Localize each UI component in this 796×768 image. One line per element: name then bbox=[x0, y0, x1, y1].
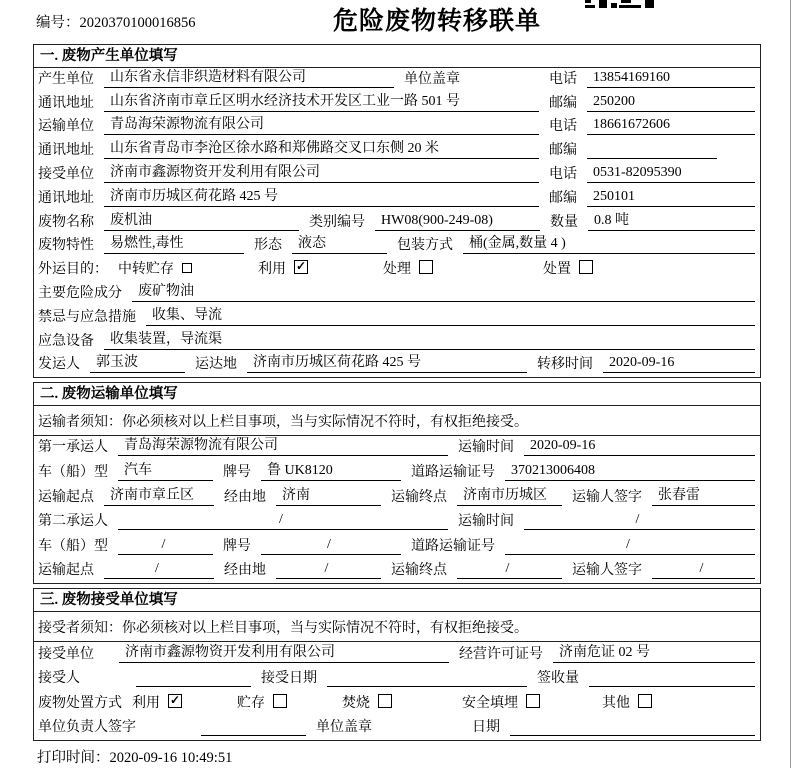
receiver-postcode: 250101 bbox=[587, 189, 755, 207]
field-label: 运达地 bbox=[195, 357, 237, 373]
waste-characteristics: 易燃性,毒性 bbox=[104, 232, 244, 254]
row-receiver-address bbox=[34, 187, 760, 211]
section-title: 二. 废物运输单位填写 bbox=[34, 383, 760, 406]
first-transporter-signature: 张春雷 bbox=[652, 484, 755, 506]
row-second-route bbox=[34, 559, 760, 584]
row-receiver-unit bbox=[34, 163, 760, 187]
first-plate-number: 鲁 UK8120 bbox=[261, 459, 401, 481]
producer-address: 山东省济南市章丘区明水经济技术开发区工业一路 501 号 bbox=[104, 90, 539, 112]
field-label: 道路运输证号 bbox=[411, 538, 495, 554]
second-via: / bbox=[276, 561, 381, 579]
waste-name: 废机油 bbox=[104, 209, 299, 231]
row-producer-address bbox=[34, 92, 760, 116]
row-first-vehicle bbox=[34, 460, 760, 485]
section-waste-receiver bbox=[33, 588, 761, 741]
field-label: 邮编 bbox=[549, 190, 577, 206]
checkbox-unchecked-icon bbox=[378, 694, 392, 708]
responsible-person-signature bbox=[201, 719, 306, 736]
waste-category-code: HW08(900-249-08) bbox=[375, 213, 540, 231]
receiver-name: 济南市鑫源物资开发利用有限公司 bbox=[104, 161, 539, 183]
field-label: 运输起点 bbox=[38, 489, 94, 505]
row-transporter-address bbox=[34, 139, 760, 163]
waste-form: 液态 bbox=[292, 232, 387, 254]
field-label: 运输时间 bbox=[458, 440, 514, 456]
checkbox-label: 安全填埋 bbox=[462, 695, 518, 711]
field-label: 类别编号 bbox=[309, 214, 365, 230]
receiver-address: 济南市历城区荷花路 425 号 bbox=[104, 185, 539, 207]
field-label: 邮编 bbox=[549, 143, 577, 159]
print-time-line bbox=[37, 746, 232, 767]
checkbox-label: 中转贮存 bbox=[118, 262, 174, 278]
purpose-transfer-storage-checkbox bbox=[118, 258, 248, 278]
page-title: 危险废物转移联单 bbox=[333, 8, 542, 35]
disposal-utilize-checkbox bbox=[132, 692, 227, 712]
print-time-value: 2020-09-16 10:49:51 bbox=[109, 750, 233, 766]
first-transport-date: 2020-09-16 bbox=[524, 438, 755, 456]
field-label: 主要危险成分 bbox=[38, 285, 122, 301]
packaging-method: 桶(金属,数量 4 ) bbox=[463, 232, 755, 254]
field-label: 运输起点 bbox=[38, 563, 94, 579]
checkbox-label: 利用 bbox=[258, 262, 286, 278]
first-vehicle-type: 汽车 bbox=[118, 459, 213, 481]
field-label: 通讯地址 bbox=[38, 95, 94, 111]
purpose-disposal-checkbox bbox=[543, 258, 593, 278]
disposal-incineration-checkbox bbox=[342, 692, 452, 712]
checkbox-unchecked-icon bbox=[638, 694, 652, 708]
precautions-emergency-measures: 收集、导流 bbox=[146, 304, 755, 326]
transporter-name: 青岛海荣源物流有限公司 bbox=[104, 113, 539, 135]
field-label: 运输终点 bbox=[391, 489, 447, 505]
purpose-treatment-checkbox bbox=[383, 258, 533, 278]
field-label: 经由地 bbox=[224, 489, 266, 505]
disposal-other-checkbox bbox=[602, 692, 652, 712]
disposal-storage-checkbox bbox=[237, 692, 332, 712]
second-destination: / bbox=[457, 561, 562, 579]
field-label: 运输人签字 bbox=[572, 563, 642, 579]
checkbox-label: 贮存 bbox=[237, 695, 265, 711]
row-emergency-equipment bbox=[34, 330, 760, 354]
field-label: 签收量 bbox=[537, 671, 579, 687]
checkbox-unchecked-icon bbox=[419, 260, 433, 274]
unit-seal-label: 单位盖章 bbox=[316, 720, 372, 736]
unit-seal-label: 单位盖章 bbox=[404, 71, 460, 87]
field-label: 经由地 bbox=[224, 563, 266, 579]
transporter-postcode bbox=[587, 142, 717, 159]
row-producer-unit bbox=[34, 68, 760, 92]
check-mark-icon: ✓ bbox=[169, 692, 181, 707]
field-label: 电话 bbox=[549, 166, 577, 182]
first-origin: 济南市章丘区 bbox=[104, 484, 214, 506]
checkbox-label: 其他 bbox=[602, 695, 630, 711]
section-title: 一. 废物产生单位填写 bbox=[34, 45, 760, 68]
field-label: 车（船）型 bbox=[38, 538, 108, 554]
delivery-destination: 济南市历城区荷花路 425 号 bbox=[247, 351, 527, 373]
row-responsible-signature bbox=[34, 716, 760, 741]
field-label: 废物处置方式 bbox=[38, 695, 122, 711]
field-label: 数量 bbox=[550, 214, 578, 230]
shipper-name: 郭玉波 bbox=[90, 351, 185, 373]
check-mark-icon: ✓ bbox=[295, 259, 307, 274]
field-label: 接受日期 bbox=[261, 671, 317, 687]
checkbox-unchecked-icon bbox=[526, 694, 540, 708]
checkbox-checked-icon bbox=[294, 260, 308, 274]
checkbox-unchecked-icon bbox=[182, 263, 192, 273]
field-label: 转移时间 bbox=[537, 357, 593, 373]
field-label: 车（船）型 bbox=[38, 465, 108, 481]
second-vehicle-type: / bbox=[118, 537, 213, 555]
field-label: 接受单位 bbox=[38, 646, 94, 662]
transporter-notice bbox=[34, 406, 760, 436]
field-label: 产生单位 bbox=[38, 71, 94, 87]
row-first-carrier bbox=[34, 436, 760, 461]
purpose-utilize-checkbox bbox=[258, 258, 373, 278]
field-label: 第二承运人 bbox=[38, 514, 108, 530]
checkbox-label: 处理 bbox=[383, 262, 411, 278]
field-label: 禁忌与应急措施 bbox=[38, 309, 136, 325]
second-transport-date: / bbox=[524, 512, 755, 530]
field-label: 外运目的： bbox=[38, 262, 108, 278]
second-origin: / bbox=[104, 561, 214, 579]
first-road-transport-license: 370213006408 bbox=[505, 463, 755, 481]
field-label: 经营许可证号 bbox=[459, 646, 543, 662]
section-waste-producer bbox=[33, 44, 761, 378]
waste-quantity: 0.8 吨 bbox=[588, 209, 755, 231]
section-title: 三. 废物接受单位填写 bbox=[34, 589, 760, 612]
section-waste-transporter bbox=[33, 382, 761, 584]
disposal-landfill-checkbox bbox=[462, 692, 592, 712]
field-label: 运输单位 bbox=[38, 119, 94, 135]
second-road-transport-license: / bbox=[505, 537, 755, 555]
receiver-phone: 0531-82095390 bbox=[587, 165, 755, 183]
field-label: 发运人 bbox=[38, 357, 80, 373]
checkbox-unchecked-icon bbox=[273, 694, 287, 708]
transfer-date: 2020-09-16 bbox=[603, 355, 755, 373]
field-label: 废物特性 bbox=[38, 238, 94, 254]
row-transport-purpose bbox=[34, 258, 760, 282]
producer-name: 山东省永信非织造材料有限公司 bbox=[104, 66, 394, 88]
row-waste-name bbox=[34, 211, 760, 235]
transporter-phone: 18661672606 bbox=[587, 117, 755, 135]
field-label: 通讯地址 bbox=[38, 143, 94, 159]
checkbox-label: 焚烧 bbox=[342, 695, 370, 711]
field-label: 第一承运人 bbox=[38, 440, 108, 456]
receipt-date bbox=[327, 670, 527, 687]
field-label: 道路运输证号 bbox=[411, 465, 495, 481]
receiving-unit-name: 济南市鑫源物资开发利用有限公司 bbox=[119, 641, 449, 663]
row-second-vehicle bbox=[34, 534, 760, 559]
row-precautions bbox=[34, 306, 760, 330]
print-time-label: 打印时间： bbox=[37, 750, 110, 766]
receiver-person bbox=[136, 670, 251, 687]
field-label: 接受人 bbox=[38, 671, 80, 687]
field-label: 牌号 bbox=[223, 465, 251, 481]
row-first-route bbox=[34, 485, 760, 510]
producer-phone: 13854169160 bbox=[587, 70, 755, 88]
field-label: 邮编 bbox=[549, 95, 577, 111]
field-label: 通讯地址 bbox=[38, 190, 94, 206]
receiver-notice-text: 接受者须知：你必须核对以上栏目事项，当与实际情况不符时，有权拒绝接受。 bbox=[38, 620, 528, 636]
field-label: 运输人签字 bbox=[572, 489, 642, 505]
transporter-address: 山东省青岛市李沧区徐水路和郑佛路交叉口东侧 20 米 bbox=[104, 137, 539, 159]
row-receiving-unit bbox=[34, 642, 760, 667]
first-via: 济南 bbox=[276, 484, 381, 506]
qr-code-fragment-icon bbox=[585, 0, 655, 9]
field-label: 运输时间 bbox=[458, 514, 514, 530]
row-shipper bbox=[34, 354, 760, 378]
field-label: 形态 bbox=[254, 238, 282, 254]
field-label: 运输终点 bbox=[391, 563, 447, 579]
first-destination: 济南市历城区 bbox=[457, 484, 562, 506]
receiver-notice bbox=[34, 612, 760, 642]
field-label: 废物名称 bbox=[38, 214, 94, 230]
row-hazardous-components bbox=[34, 282, 760, 306]
first-carrier-name: 青岛海荣源物流有限公司 bbox=[118, 434, 448, 456]
received-quantity bbox=[589, 670, 755, 687]
second-transporter-signature: / bbox=[652, 561, 755, 579]
page-edge-line bbox=[790, 0, 791, 768]
field-label: 日期 bbox=[472, 720, 500, 736]
second-carrier-name: / bbox=[118, 512, 448, 530]
field-label: 接受单位 bbox=[38, 166, 94, 182]
field-label: 单位负责人签字 bbox=[38, 720, 136, 736]
operating-license-number: 济南危证 02 号 bbox=[553, 641, 755, 663]
field-label: 电话 bbox=[549, 119, 577, 135]
checkbox-unchecked-icon bbox=[579, 260, 593, 274]
emergency-equipment: 收集装置，导流渠 bbox=[104, 328, 755, 350]
second-plate-number: / bbox=[261, 537, 401, 555]
row-disposal-method bbox=[34, 691, 760, 716]
producer-postcode: 250200 bbox=[587, 94, 755, 112]
serial-number-line bbox=[36, 11, 196, 32]
serial-label: 编号： bbox=[36, 15, 80, 31]
seal-date bbox=[510, 719, 755, 736]
serial-number: 2020370100016856 bbox=[79, 15, 196, 31]
checkbox-checked-icon bbox=[168, 694, 182, 708]
field-label: 应急设备 bbox=[38, 333, 94, 349]
row-second-carrier bbox=[34, 510, 760, 535]
checkbox-label: 处置 bbox=[543, 262, 571, 278]
row-waste-characteristics bbox=[34, 235, 760, 259]
field-label: 电话 bbox=[549, 71, 577, 87]
form-body bbox=[33, 44, 761, 745]
checkbox-label: 利用 bbox=[132, 695, 160, 711]
main-hazardous-components: 废矿物油 bbox=[132, 280, 755, 302]
row-receiver-person bbox=[34, 667, 760, 692]
field-label: 牌号 bbox=[223, 538, 251, 554]
row-transporter-unit bbox=[34, 116, 760, 140]
transporter-notice-text: 运输者须知：你必须核对以上栏目事项，当与实际情况不符时，有权拒绝接受。 bbox=[38, 414, 528, 430]
field-label: 包装方式 bbox=[397, 238, 453, 254]
